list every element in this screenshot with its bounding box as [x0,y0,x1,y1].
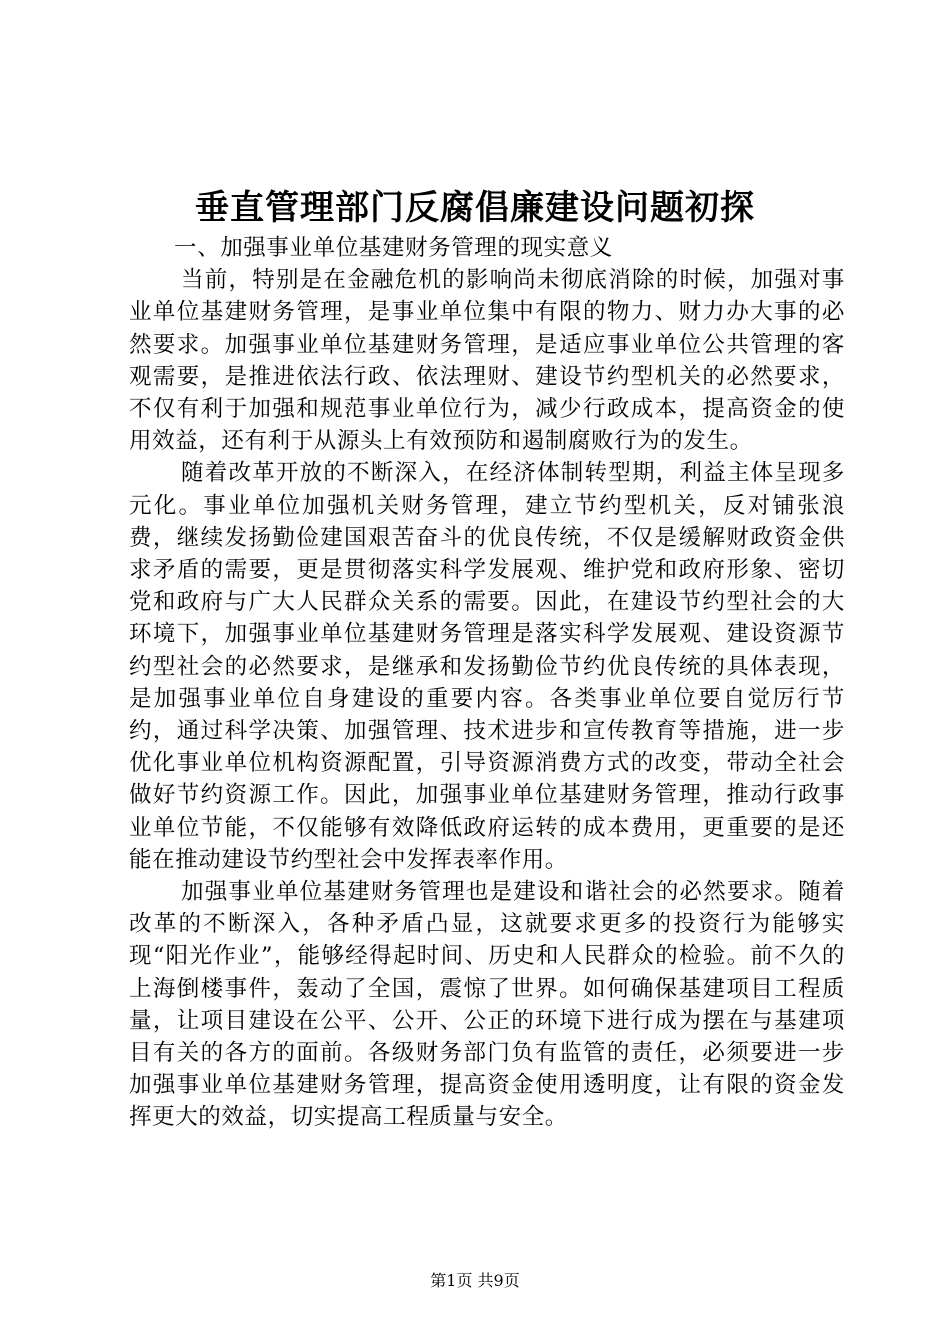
paragraph-3: 加强事业单位基建财务管理也是建设和谐社会的必然要求。随着改革的不断深入，各种矛盾凸显，这就要求更多的投资行为能够实现“阳光作业”，能够经得起时间、历史和人民群众的检验。前不久的上海倒楼事件，轰动了全国，震惊了世界。如何确保基建项目工程质量，让项目建设在公平、公开、公正的环境下进行成为摆在与基建项目有关的各方的面前。各级财务部门负有监管的责任，必须要进一步加强事业单位基建财务管理，提高资金使用透明度，让有限的资金发挥更大的效益，切实提高工程质量与安全。 [129,879,845,1131]
paragraph-2: 随着改革开放的不断深入，在经济体制转型期，利益主体呈现多元化。事业单位加强机关财务管理，建立节约型机关，反对铺张浪费，继续发扬勤俭建国艰苦奋斗的优良传统，不仅是缓解财政资金供求矛盾的需要，更是贯彻落实科学发展观、维护党和政府形象、密切党和政府与广大人民群众关系的需要。因此，在建设节约型社会的大环境下，加强事业单位基建财务管理是落实科学发展观、建设资源节约型社会的必然要求，是继承和发扬勤俭节约优良传统的具体表现，是加强事业单位自身建设的重要内容。各类事业单位要自觉厉行节约，通过科学决策、加强管理、技术进步和宣传教育等措施，进一步优化事业单位机构资源配置，引导资源消费方式的改变，带动全社会做好节约资源工作。因此，加强事业单位基建财务管理，推动行政事业单位节能，不仅能够有效降低政府运转的成本费用，更重要的是还能在推动建设节约型社会中发挥表率作用。 [129,460,845,873]
section-heading: 一、加强事业单位基建财务管理的现实意义 [174,235,613,261]
paragraph-1: 当前，特别是在金融危机的影响尚未彻底消除的时候，加强对事业单位基建财务管理，是事业单位集中有限的物力、财力办大事的必然要求。加强事业单位基建财务管理，是适应事业单位公共管理的客观需要，是推进依法行政、依法理财、建设节约型机关的必然要求，不仅有利于加强和规范事业单位行为，减少行政成本，提高资金的使用效益，还有利于从源头上有效预防和遏制腐败行为的发生。 [129,267,845,455]
document-body [129,232,845,1134]
page-title: 垂直管理部门反腐倡廉建设问题初探 [195,188,755,228]
page-number-footer: 第1页 共9页 [430,1271,520,1290]
